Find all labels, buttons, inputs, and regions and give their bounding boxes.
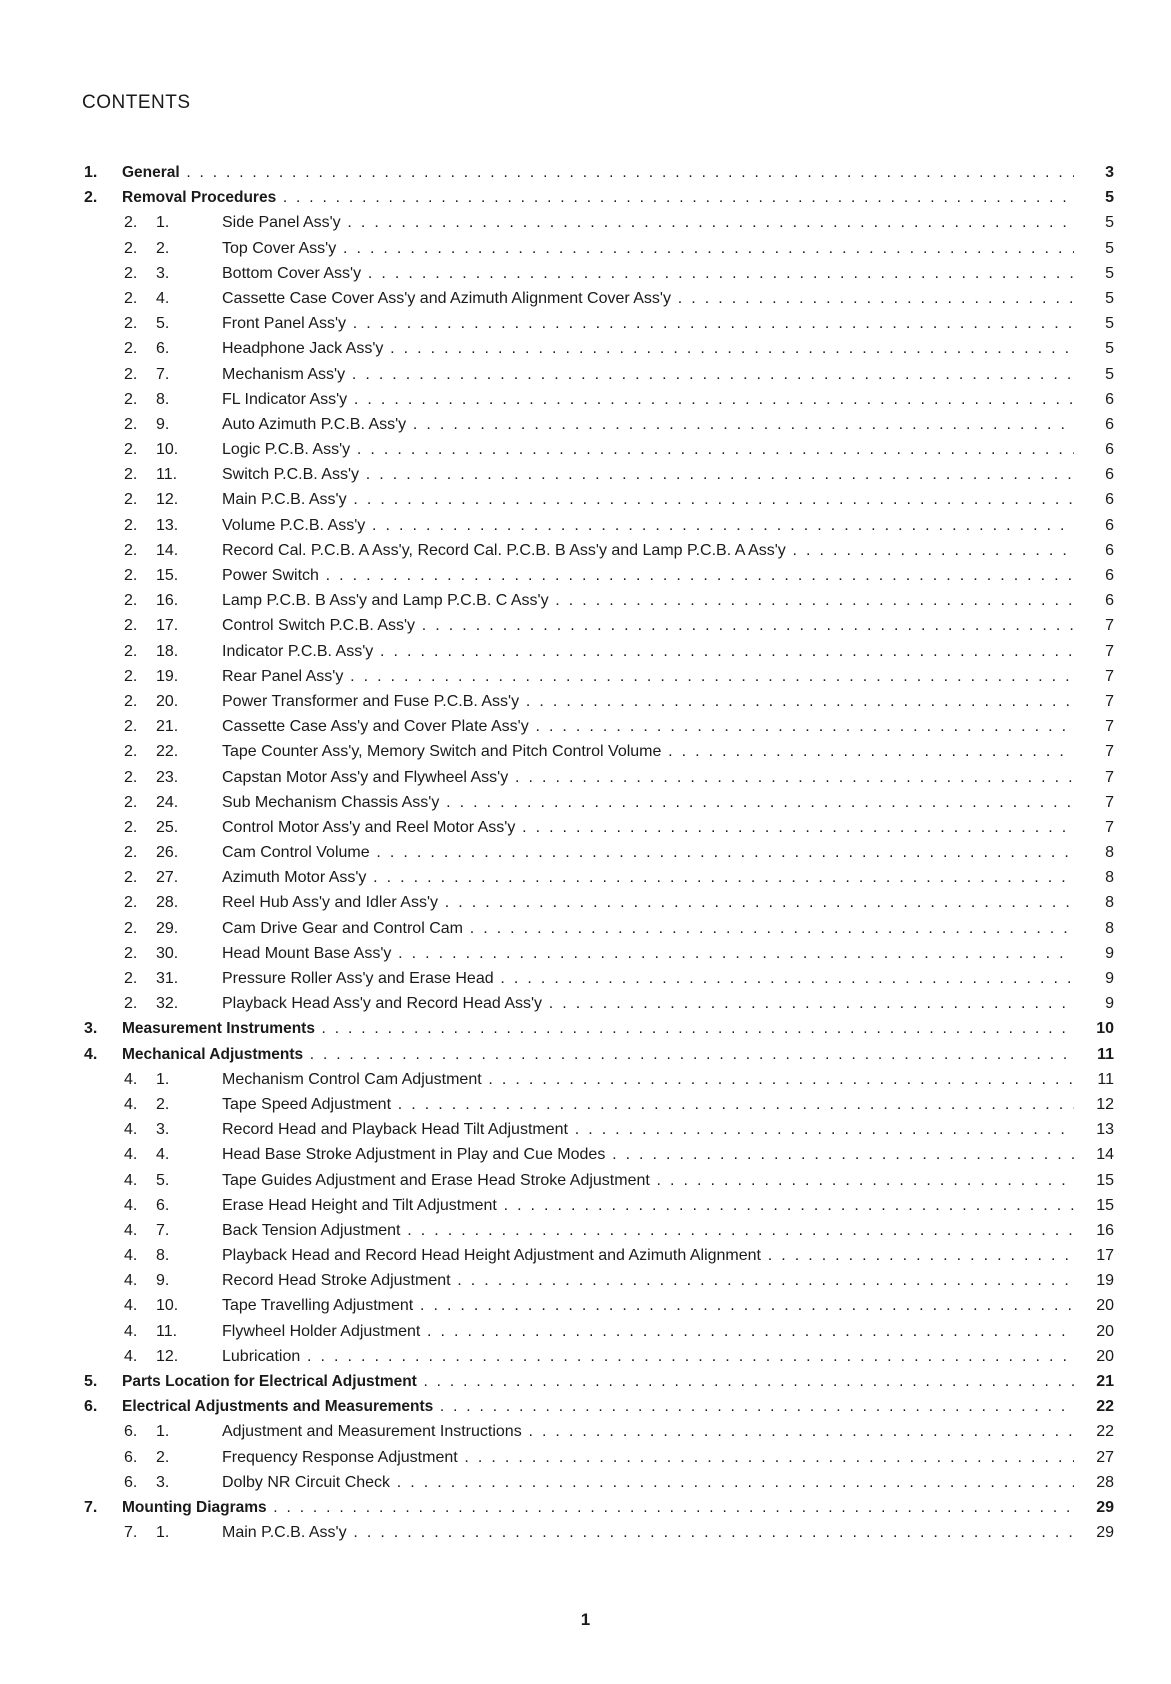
toc-subnumber: 30. — [156, 944, 179, 962]
toc-subnumber: 19. — [156, 667, 179, 685]
toc-subnumber: 31. — [156, 970, 179, 987]
toc-page: 6 — [1105, 592, 1114, 610]
toc-title: Head Base Stroke Adjustment in Play and Cue Modes . . . — [222, 1142, 1074, 1167]
toc-page: 7 — [1105, 743, 1114, 761]
toc-subnumber: 2. — [156, 239, 170, 257]
toc-number: 2. — [124, 567, 138, 584]
toc-number: 2. — [124, 642, 138, 660]
toc-subnumber: 3. — [156, 1473, 170, 1491]
toc-subsection — [84, 689, 1114, 714]
toc-title: Playback Head Ass'y and Record Head Ass'y . . . — [222, 991, 1074, 1016]
toc-subsection — [84, 613, 1114, 638]
toc-title: Mechanism Control Cam Adjustment . . . — [222, 1067, 1074, 1092]
toc-title: Tape Speed Adjustment . . . — [222, 1092, 1074, 1117]
toc-number: 2. — [124, 365, 138, 383]
toc-page: 7 — [1105, 642, 1114, 660]
toc-page: 7 — [1105, 793, 1114, 811]
toc-subsection — [84, 1243, 1114, 1268]
toc-subsection — [84, 1419, 1114, 1444]
toc-subnumber: 32. — [156, 995, 179, 1013]
toc-title: Cassette Case Cover Ass'y and Azimuth Alignment Cover Ass'y . . . — [222, 286, 1074, 311]
toc-number: 4. — [124, 1121, 138, 1139]
toc-page: 8 — [1105, 894, 1114, 912]
toc-subnumber: 5. — [156, 1171, 170, 1189]
toc-page: 12 — [1096, 1095, 1114, 1113]
toc-number: 2. — [124, 995, 138, 1013]
toc-page: 9 — [1105, 944, 1114, 962]
toc-subsection — [84, 890, 1114, 915]
toc-subsection — [84, 513, 1114, 538]
toc-number: 2. — [124, 894, 138, 912]
toc-page: 15 — [1096, 1196, 1114, 1214]
toc-title: Parts Location for Electrical Adjustment . . . — [122, 1369, 1074, 1394]
toc-title: Mounting Diagrams . . . — [122, 1495, 1074, 1520]
toc-title: Power Switch . . . — [222, 563, 1074, 588]
toc-title: Volume P.C.B. Ass'y . . . — [222, 513, 1074, 538]
toc-title: Adjustment and Measurement Instructions . . . — [222, 1419, 1074, 1444]
toc-subnumber: 3. — [156, 264, 170, 282]
toc-title: Measurement Instruments . . . — [122, 1016, 1074, 1041]
toc-subnumber: 21. — [156, 718, 179, 736]
toc-page: 13 — [1096, 1121, 1114, 1139]
toc-section — [84, 1042, 1114, 1067]
toc-subnumber: 5. — [156, 315, 170, 333]
toc-subnumber: 22. — [156, 743, 179, 761]
toc-subsection — [84, 1293, 1114, 1318]
toc-number: 4. — [124, 1272, 138, 1290]
toc-page: 6 — [1105, 567, 1114, 584]
toc-title: Azimuth Motor Ass'y . . . — [222, 865, 1074, 890]
toc-page: 11 — [1097, 1045, 1114, 1063]
toc-page: 7 — [1105, 768, 1114, 786]
toc-subsection — [84, 236, 1114, 261]
toc-number: 6. — [124, 1448, 138, 1466]
toc-page: 15 — [1096, 1171, 1114, 1189]
toc-subsection — [84, 1344, 1114, 1369]
toc-title: Electrical Adjustments and Measurements . . . — [122, 1394, 1074, 1419]
toc-subsection — [84, 1168, 1114, 1193]
toc-subsection — [84, 538, 1114, 563]
toc-subsection — [84, 563, 1114, 588]
toc-number: 2. — [124, 617, 138, 635]
toc-title: Record Cal. P.C.B. A Ass'y, Record Cal. P.C.B. B Ass'y and Lamp P.C.B. A Ass'y . . . — [222, 538, 1074, 563]
toc-page: 5 — [1105, 289, 1114, 307]
toc-subnumber: 1. — [156, 1070, 170, 1088]
toc-subsection — [84, 462, 1114, 487]
toc-number: 2. — [124, 415, 138, 433]
toc-title: Power Transformer and Fuse P.C.B. Ass'y . . . — [222, 689, 1074, 714]
toc-number: 5. — [84, 1373, 98, 1390]
toc-subsection — [84, 765, 1114, 790]
toc-number: 2. — [124, 692, 138, 710]
toc-subnumber: 9. — [156, 415, 170, 433]
toc-title: Tape Travelling Adjustment . . . — [222, 1293, 1074, 1318]
toc-subsection — [84, 1470, 1114, 1495]
toc-subnumber: 7. — [156, 1221, 170, 1239]
toc-title: Switch P.C.B. Ass'y . . . — [222, 462, 1074, 487]
toc-subsection — [84, 1067, 1114, 1092]
toc-title: Pressure Roller Ass'y and Erase Head . . . — [222, 966, 1074, 991]
toc-page: 7 — [1105, 718, 1114, 736]
toc-page: 27 — [1096, 1448, 1114, 1466]
toc-section — [84, 1394, 1114, 1419]
page-title: CONTENTS — [82, 92, 191, 113]
toc-subnumber: 6. — [156, 1196, 170, 1214]
toc-number: 2. — [124, 919, 138, 937]
toc-title: Lamp P.C.B. B Ass'y and Lamp P.C.B. C Ass'y . . . — [222, 588, 1074, 613]
toc-subnumber: 6. — [156, 340, 170, 358]
toc-number: 4. — [124, 1347, 138, 1365]
toc-subnumber: 11. — [156, 466, 178, 484]
toc-subnumber: 20. — [156, 692, 179, 710]
toc-number: 2. — [124, 516, 138, 534]
toc-number: 2. — [124, 390, 138, 408]
toc-subnumber: 25. — [156, 818, 179, 836]
toc-page: 7 — [1105, 617, 1114, 635]
toc-subnumber: 23. — [156, 768, 179, 786]
toc-page: 20 — [1096, 1297, 1114, 1315]
toc-subsection — [84, 286, 1114, 311]
toc-title: Dolby NR Circuit Check . . . — [222, 1470, 1074, 1495]
toc-subnumber: 15. — [156, 567, 179, 584]
toc-number: 2. — [124, 869, 138, 887]
toc-page: 14 — [1096, 1146, 1114, 1164]
toc-page: 6 — [1105, 390, 1114, 408]
toc-number: 2. — [124, 793, 138, 811]
toc-title: General . . . — [122, 160, 1074, 185]
toc-number: 4. — [124, 1221, 138, 1239]
toc-page: 8 — [1105, 919, 1114, 937]
toc-title: Mechanism Ass'y . . . — [222, 362, 1074, 387]
toc-section — [84, 1369, 1114, 1394]
toc-number: 4. — [124, 1171, 138, 1189]
toc-subsection — [84, 739, 1114, 764]
toc-subnumber: 2. — [156, 1095, 170, 1113]
toc-subsection — [84, 714, 1114, 739]
toc-section — [84, 1016, 1114, 1041]
toc-number: 6. — [84, 1398, 98, 1416]
toc-subnumber: 12. — [156, 491, 179, 509]
toc-page: 20 — [1096, 1347, 1114, 1365]
toc-number: 4. — [124, 1297, 138, 1315]
toc-title: Tape Guides Adjustment and Erase Head Stroke Adjustment . . . — [222, 1168, 1074, 1193]
toc-subsection — [84, 966, 1114, 991]
toc-subsection — [84, 1445, 1114, 1470]
toc-page: 28 — [1096, 1473, 1114, 1491]
toc-number: 7. — [84, 1498, 98, 1516]
toc-title: Mechanical Adjustments . . . — [122, 1042, 1074, 1067]
toc-subnumber: 28. — [156, 894, 179, 912]
toc-subsection — [84, 437, 1114, 462]
toc-title: Cam Drive Gear and Control Cam . . . — [222, 916, 1074, 941]
toc-page: 16 — [1096, 1221, 1114, 1239]
page-number: 1 — [580, 1610, 591, 1629]
toc-number: 2. — [124, 944, 138, 962]
toc-page: 5 — [1105, 365, 1114, 383]
toc-number: 2. — [124, 818, 138, 836]
toc-subsection — [84, 639, 1114, 664]
toc-number: 4. — [124, 1322, 138, 1340]
toc-subsection — [84, 487, 1114, 512]
toc-title: Head Mount Base Ass'y . . . — [222, 941, 1074, 966]
toc-subnumber: 7. — [156, 365, 170, 383]
toc-page: 29 — [1096, 1524, 1114, 1542]
toc-subnumber: 11. — [156, 1322, 178, 1340]
toc-subnumber: 1. — [156, 214, 170, 232]
toc-subnumber: 24. — [156, 793, 179, 811]
toc-subnumber: 27. — [156, 869, 179, 887]
toc-subnumber: 1. — [156, 1524, 170, 1542]
toc-page: 6 — [1105, 441, 1114, 459]
toc-page: 17 — [1096, 1247, 1114, 1265]
toc-title: Headphone Jack Ass'y . . . — [222, 336, 1074, 361]
toc-subsection — [84, 412, 1114, 437]
toc-subnumber: 12. — [156, 1347, 179, 1365]
toc-page: 5 — [1105, 239, 1114, 257]
toc-subsection — [84, 916, 1114, 941]
toc-number: 4. — [124, 1196, 138, 1214]
toc-number: 3. — [84, 1020, 98, 1038]
toc-subsection — [84, 311, 1114, 336]
toc-number: 2. — [124, 315, 138, 333]
toc-page: 11 — [1097, 1070, 1114, 1088]
toc-subnumber: 29. — [156, 919, 179, 937]
toc-subsection — [84, 387, 1114, 412]
toc-title: Top Cover Ass'y . . . — [222, 236, 1074, 261]
toc-subnumber: 16. — [156, 592, 179, 610]
toc-page: 6 — [1105, 516, 1114, 534]
toc-subsection — [84, 1142, 1114, 1167]
toc-title: Frequency Response Adjustment . . . — [222, 1445, 1074, 1470]
toc-title: Control Motor Ass'y and Reel Motor Ass'y . . . — [222, 815, 1074, 840]
toc-subsection — [84, 865, 1114, 890]
toc-subsection — [84, 840, 1114, 865]
toc-page: 9 — [1105, 970, 1114, 987]
toc-title: Main P.C.B. Ass'y . . . — [222, 487, 1074, 512]
toc-number: 2. — [84, 189, 98, 207]
toc-number: 2. — [124, 214, 138, 232]
toc-number: 2. — [124, 466, 138, 484]
toc-subnumber: 13. — [156, 516, 179, 534]
toc-page: 21 — [1096, 1373, 1114, 1390]
toc-subnumber: 18. — [156, 642, 179, 660]
toc-page: 8 — [1105, 844, 1114, 862]
toc-page: 22 — [1096, 1423, 1114, 1441]
toc-title: Auto Azimuth P.C.B. Ass'y . . . — [222, 412, 1074, 437]
toc-subsection — [84, 1319, 1114, 1344]
toc-page: 20 — [1096, 1322, 1114, 1340]
toc-title: Removal Procedures . . . — [122, 185, 1074, 210]
toc-number: 6. — [124, 1423, 138, 1441]
toc-page: 6 — [1105, 541, 1114, 559]
toc-subsection — [84, 210, 1114, 235]
toc-subnumber: 4. — [156, 1146, 170, 1164]
toc-title: Capstan Motor Ass'y and Flywheel Ass'y . . . — [222, 765, 1074, 790]
table-of-contents — [84, 160, 1114, 1545]
toc-subsection — [84, 815, 1114, 840]
toc-subnumber: 3. — [156, 1121, 170, 1139]
toc-number: 2. — [124, 743, 138, 761]
toc-subnumber: 2. — [156, 1448, 170, 1466]
toc-page: 5 — [1105, 315, 1114, 333]
toc-number: 4. — [124, 1095, 138, 1113]
toc-number: 2. — [124, 264, 138, 282]
toc-number: 2. — [124, 768, 138, 786]
toc-page: 6 — [1105, 466, 1114, 484]
toc-number: 6. — [124, 1473, 138, 1491]
toc-subsection — [84, 336, 1114, 361]
toc-page: 6 — [1105, 491, 1114, 509]
toc-page: 7 — [1105, 692, 1114, 710]
toc-title: Cam Control Volume . . . — [222, 840, 1074, 865]
toc-page: 7 — [1105, 667, 1114, 685]
toc-title: Tape Counter Ass'y, Memory Switch and Pitch Control Volume . . . — [222, 739, 1074, 764]
toc-subnumber: 14. — [156, 541, 179, 559]
toc-number: 1. — [84, 164, 98, 181]
toc-subsection — [84, 1193, 1114, 1218]
toc-subnumber: 8. — [156, 390, 170, 408]
toc-title: Cassette Case Ass'y and Cover Plate Ass'y . . . — [222, 714, 1074, 739]
toc-title: Record Head Stroke Adjustment . . . — [222, 1268, 1074, 1293]
toc-title: Reel Hub Ass'y and Idler Ass'y . . . — [222, 890, 1074, 915]
toc-page: 5 — [1105, 340, 1114, 358]
toc-number: 4. — [124, 1146, 138, 1164]
toc-number: 4. — [124, 1247, 138, 1265]
toc-number: 2. — [124, 340, 138, 358]
toc-subsection — [84, 261, 1114, 286]
toc-page: 9 — [1105, 995, 1114, 1013]
toc-page: 19 — [1096, 1272, 1114, 1290]
toc-subsection — [84, 991, 1114, 1016]
toc-title: Erase Head Height and Tilt Adjustment . . . — [222, 1193, 1074, 1218]
toc-title: Lubrication . . . — [222, 1344, 1074, 1369]
toc-page: 5 — [1105, 214, 1114, 232]
toc-subnumber: 17. — [156, 617, 179, 635]
toc-title: Sub Mechanism Chassis Ass'y . . . — [222, 790, 1074, 815]
toc-subnumber: 26. — [156, 844, 179, 862]
toc-subnumber: 8. — [156, 1247, 170, 1265]
toc-subnumber: 10. — [156, 1297, 179, 1315]
toc-number: 2. — [124, 289, 138, 307]
toc-title: Logic P.C.B. Ass'y . . . — [222, 437, 1074, 462]
toc-number: 2. — [124, 667, 138, 685]
toc-page: 5 — [1105, 264, 1114, 282]
toc-subnumber: 10. — [156, 441, 179, 459]
toc-page: 6 — [1105, 415, 1114, 433]
toc-page: 10 — [1096, 1020, 1114, 1038]
toc-title: Back Tension Adjustment . . . — [222, 1218, 1074, 1243]
toc-title: Record Head and Playback Head Tilt Adjustment . . . — [222, 1117, 1074, 1142]
toc-subsection — [84, 941, 1114, 966]
toc-number: 2. — [124, 970, 138, 987]
toc-subsection — [84, 1520, 1114, 1545]
toc-title: Bottom Cover Ass'y . . . — [222, 261, 1074, 286]
toc-subsection — [84, 790, 1114, 815]
toc-page: 22 — [1096, 1398, 1114, 1416]
toc-subsection — [84, 664, 1114, 689]
toc-title: Indicator P.C.B. Ass'y . . . — [222, 639, 1074, 664]
toc-subsection — [84, 1092, 1114, 1117]
toc-subsection — [84, 1268, 1114, 1293]
toc-title: Playback Head and Record Head Height Adjustment and Azimuth Alignment . . . — [222, 1243, 1074, 1268]
toc-number: 2. — [124, 592, 138, 610]
toc-page: 5 — [1105, 189, 1114, 207]
toc-subsection — [84, 362, 1114, 387]
toc-page: 7 — [1105, 818, 1114, 836]
toc-page: 29 — [1096, 1498, 1114, 1516]
toc-section — [84, 160, 1114, 185]
toc-subnumber: 4. — [156, 289, 170, 307]
toc-number: 7. — [124, 1524, 138, 1542]
toc-number: 2. — [124, 541, 138, 559]
toc-title: Flywheel Holder Adjustment . . . — [222, 1319, 1074, 1344]
toc-number: 2. — [124, 441, 138, 459]
toc-section — [84, 185, 1114, 210]
toc-page: 3 — [1105, 164, 1114, 181]
toc-title: Main P.C.B. Ass'y . . . — [222, 1520, 1074, 1545]
toc-number: 2. — [124, 239, 138, 257]
toc-subsection — [84, 1117, 1114, 1142]
toc-title: Front Panel Ass'y . . . — [222, 311, 1074, 336]
toc-subsection — [84, 1218, 1114, 1243]
toc-subnumber: 1. — [156, 1423, 170, 1441]
toc-subsection — [84, 588, 1114, 613]
toc-title: Side Panel Ass'y . . . — [222, 210, 1074, 235]
toc-section — [84, 1495, 1114, 1520]
toc-title: Control Switch P.C.B. Ass'y . . . — [222, 613, 1074, 638]
toc-page: 8 — [1105, 869, 1114, 887]
toc-number: 4. — [84, 1045, 98, 1063]
toc-title: FL Indicator Ass'y . . . — [222, 387, 1074, 412]
toc-title: Rear Panel Ass'y . . . — [222, 664, 1074, 689]
toc-number: 2. — [124, 844, 138, 862]
toc-number: 2. — [124, 491, 138, 509]
toc-subnumber: 9. — [156, 1272, 170, 1290]
toc-number: 2. — [124, 718, 138, 736]
toc-number: 4. — [124, 1070, 138, 1088]
